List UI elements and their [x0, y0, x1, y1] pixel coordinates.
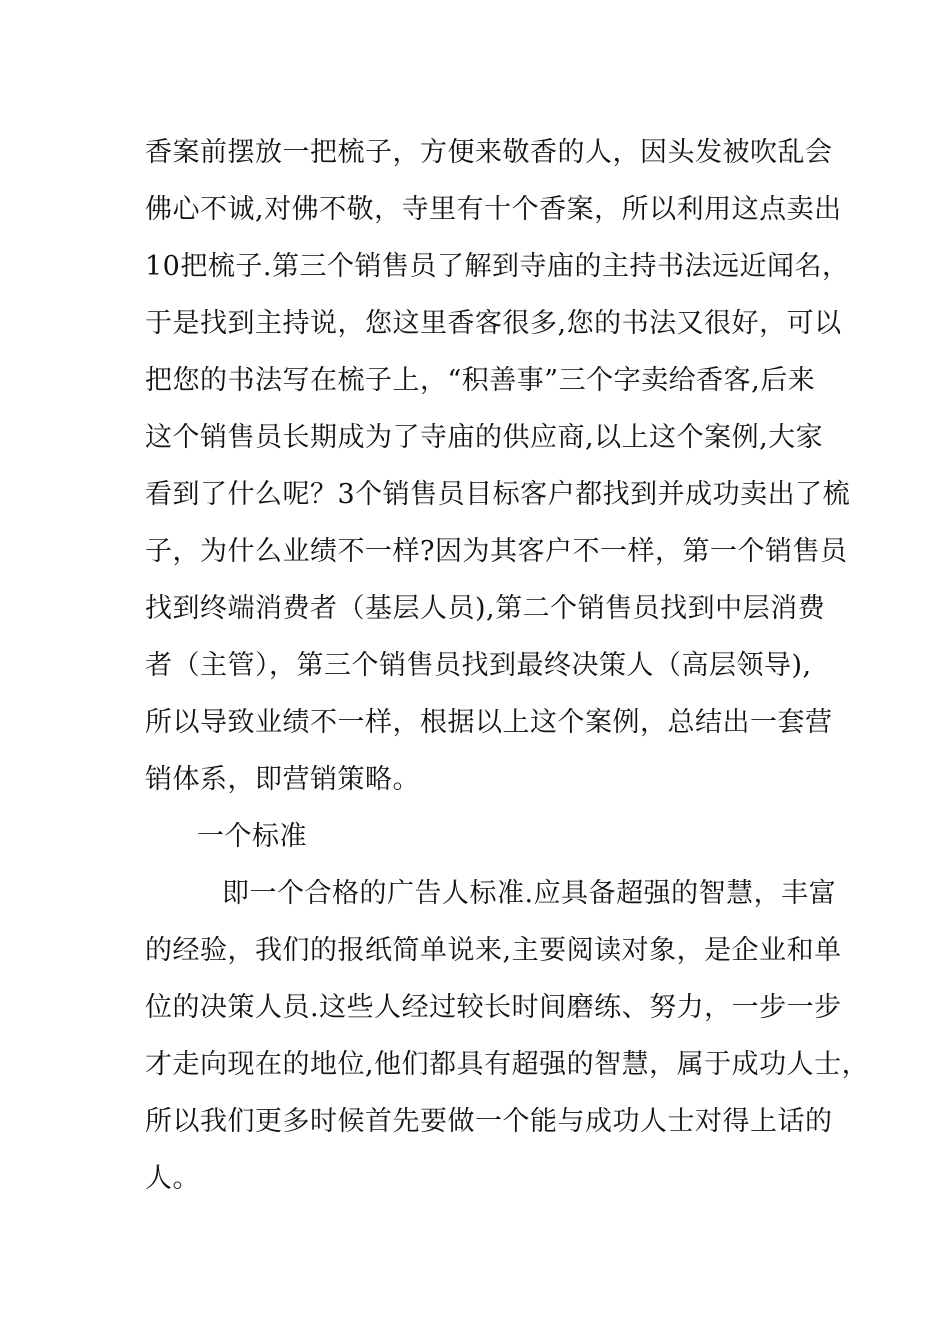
paragraph-2-line-4: 才走向现在的地位,他们都具有超强的智慧，属于成功人士，: [145, 1049, 870, 1080]
paragraph-2-line-1: 即一个合格的广告人标准.应具备超强的智慧，丰富: [222, 878, 837, 909]
paragraph-2-line-6: 人。: [145, 1163, 200, 1194]
paragraph-1-line-4: 于是找到主持说，您这里香客很多,您的书法又很好，可以: [145, 308, 842, 339]
paragraph-1-line-8: 子，为什么业绩不一样?因为其客户不一样，第一个销售员: [145, 536, 848, 567]
paragraph-1-line-1: 香案前摆放一把梳子，方便来敬香的人，因头发被吹乱会: [145, 137, 833, 168]
paragraph-1-line-7: 看到了什么呢？3个销售员目标客户都找到并成功卖出了梳: [145, 479, 851, 510]
section-heading: 一个标准: [197, 821, 307, 852]
paragraph-2-line-3: 位的决策人员.这些人经过较长时间磨练、努力，一步一步: [145, 992, 842, 1023]
paragraph-1-line-5: 把您的书法写在梳子上，“积善事”三个字卖给香客,后来: [145, 365, 816, 396]
paragraph-1-line-3: 10把梳子.第三个销售员了解到寺庙的主持书法远近闻名，: [145, 251, 850, 282]
paragraph-1-line-10: 者（主管），第三个销售员找到最终决策人（高层领导),: [145, 650, 812, 681]
paragraph-1-line-9: 找到终端消费者（基层人员),第二个销售员找到中层消费: [145, 593, 826, 624]
paragraph-1-line-6: 这个销售员长期成为了寺庙的供应商,以上这个案例,大家: [145, 422, 824, 453]
paragraph-1-line-12: 销体系，即营销策略。: [145, 764, 420, 795]
paragraph-1-line-11: 所以导致业绩不一样，根据以上这个案例，总结出一套营: [145, 707, 833, 738]
paragraph-2-line-2: 的经验，我们的报纸简单说来,主要阅读对象，是企业和单: [145, 935, 842, 966]
paragraph-2-line-5: 所以我们更多时候首先要做一个能与成功人士对得上话的: [145, 1106, 833, 1137]
paragraph-1-line-2: 佛心不诚,对佛不敬，寺里有十个香案，所以利用这点卖出: [145, 194, 842, 225]
